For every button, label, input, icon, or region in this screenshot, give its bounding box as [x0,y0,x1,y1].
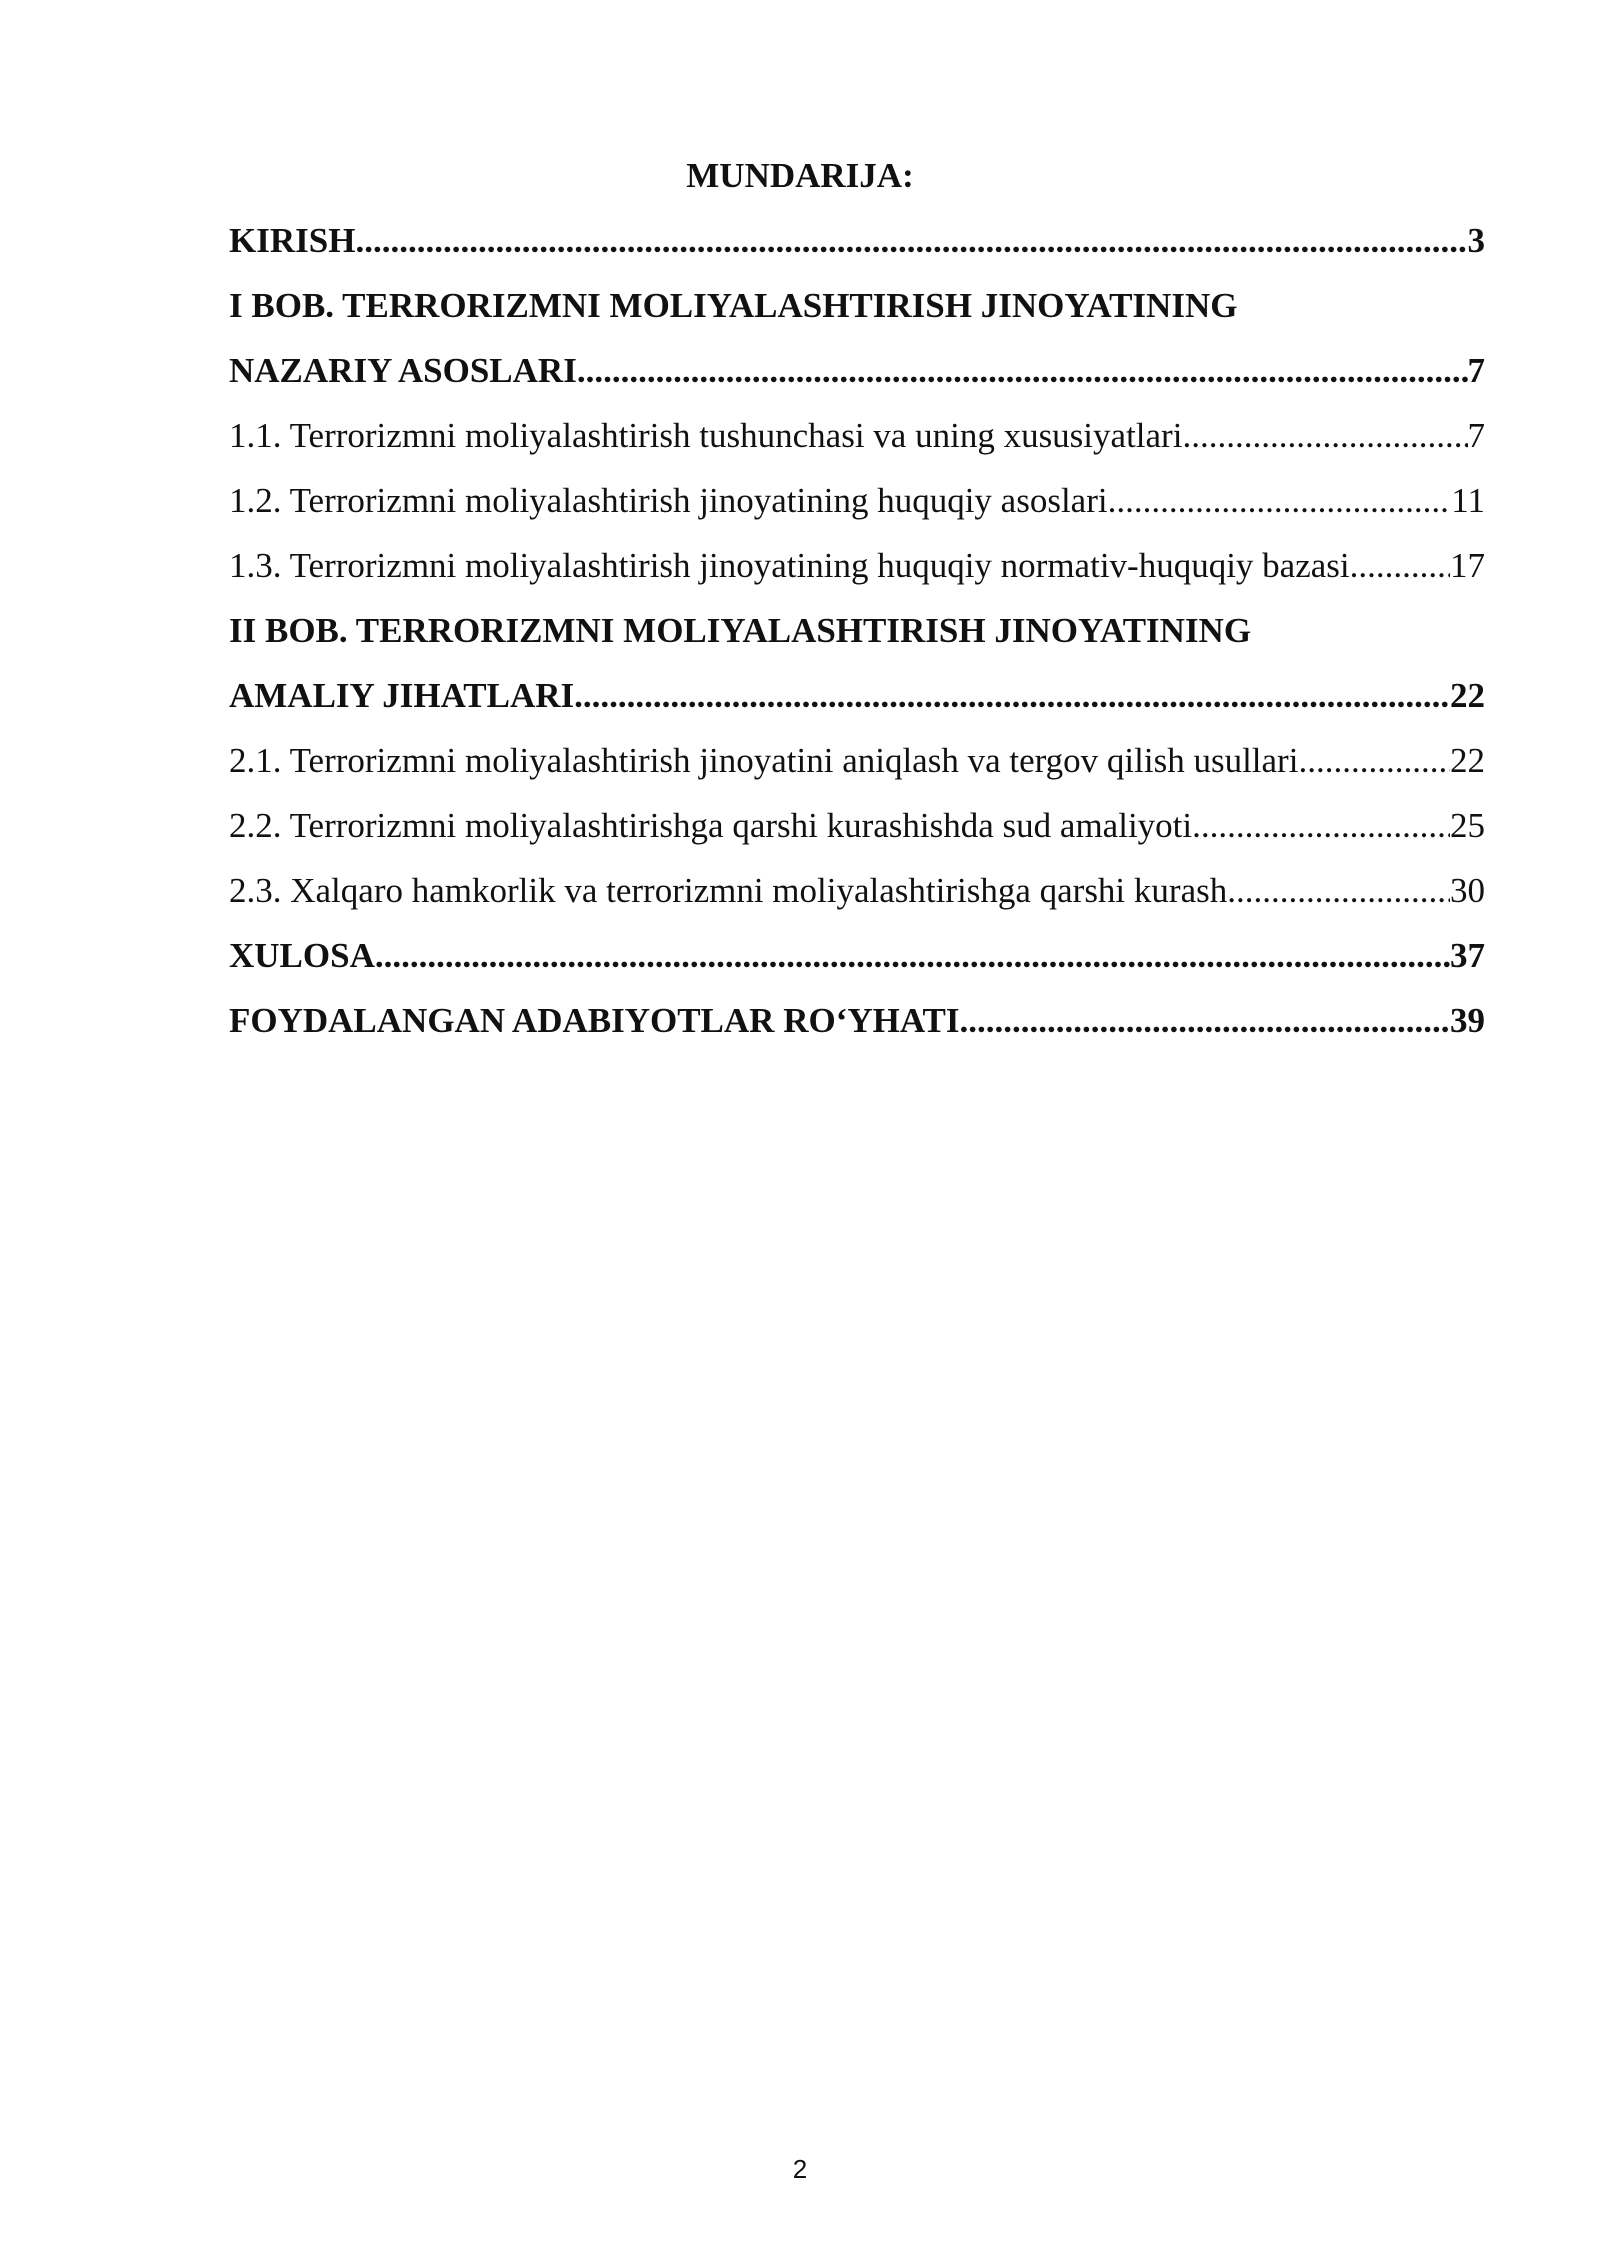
toc-entry[interactable] [229,988,1485,1053]
toc-entry-title: II BOB. TERRORIZMNI MOLIYALASHTIRISH JINOYATINING [229,611,1252,650]
toc-line [229,273,1485,338]
toc-entry-title: 2.2. Terrorizmni moliyalashtirishga qarshi kurashishda sud amaliyoti [229,806,1193,845]
toc-entry-page: 39 [1450,1001,1485,1040]
toc-entry-page: 22 [1450,676,1485,715]
toc-entry[interactable] [229,793,1485,858]
toc-line [229,728,1485,793]
toc-entry-title: 1.3. Terrorizmni moliyalashtirish jinoyatining huquqiy normativ-huquqiy bazasi [229,546,1350,585]
page-title: MUNDARIJA: [686,156,914,195]
toc-entry-page: 30 [1450,871,1485,910]
toc-leader-dots [1108,468,1452,533]
table-of-contents [229,208,1485,1053]
toc-entry-page: 7 [1467,351,1485,390]
toc-entry-title: NAZARIY ASOSLARI [229,351,577,390]
toc-entry-page: 17 [1450,546,1485,585]
toc-entry-title: 2.3. Xalqaro hamkorlik va terrorizmni moliyalashtirishga qarshi kurash [229,871,1228,910]
toc-entry[interactable] [229,403,1485,468]
toc-entry[interactable] [229,923,1485,988]
toc-entry[interactable] [229,598,1485,663]
toc-leader-dots [574,663,1450,728]
toc-entry-page: 25 [1450,806,1485,845]
toc-line [229,598,1485,663]
toc-line [229,858,1485,923]
toc-leader-dots [960,988,1450,1053]
toc-leader-dots [1182,403,1467,468]
toc-leader-dots [1192,793,1450,858]
toc-line [229,468,1485,533]
toc-entry[interactable] [229,858,1485,923]
toc-entry-page: 11 [1451,481,1485,520]
toc-entry-title: XULOSA [229,936,375,975]
toc-line [229,988,1485,1053]
toc-entry-title: 1.2. Terrorizmni moliyalashtirish jinoyatining huquqiy asoslari [229,481,1108,520]
page-number: 2 [792,2154,808,2184]
toc-line [229,663,1485,728]
toc-entry[interactable] [229,728,1485,793]
toc-line [229,208,1485,273]
toc-entry[interactable] [229,468,1485,533]
toc-entry[interactable] [229,338,1485,403]
toc-entry-page: 37 [1450,936,1485,975]
toc-entry[interactable] [229,533,1485,598]
toc-entry-title: AMALIY JIHATLARI [229,676,575,715]
toc-entry-title: KIRISH [229,221,356,260]
toc-line [229,793,1485,858]
toc-line [229,403,1485,468]
toc-entry-page: 3 [1467,221,1485,260]
toc-leader-dots [1227,858,1450,923]
toc-line [229,923,1485,988]
toc-entry-title: FOYDALANGAN ADABIYOTLAR RO‘YHATI [229,1001,960,1040]
toc-entry[interactable] [229,208,1485,273]
toc-leader-dots [1298,728,1450,793]
toc-leader-dots [1350,533,1450,598]
toc-leader-dots [355,208,1467,273]
toc-entry-page: 22 [1450,741,1485,780]
toc-leader-dots [375,923,1450,988]
toc-entry[interactable] [229,663,1485,728]
toc-leader-dots [577,338,1468,403]
toc-line [229,338,1485,403]
toc-entry-page: 7 [1467,416,1485,455]
toc-entry-title: 2.1. Terrorizmni moliyalashtirish jinoyatini aniqlash va tergov qilish usullari [229,741,1299,780]
toc-entry[interactable] [229,273,1485,338]
toc-entry-title: I BOB. TERRORIZMNI MOLIYALASHTIRISH JINOYATINING [229,286,1238,325]
toc-line [229,533,1485,598]
toc-entry-title: 1.1. Terrorizmni moliyalashtirish tushunchasi va uning xususiyatlari [229,416,1183,455]
